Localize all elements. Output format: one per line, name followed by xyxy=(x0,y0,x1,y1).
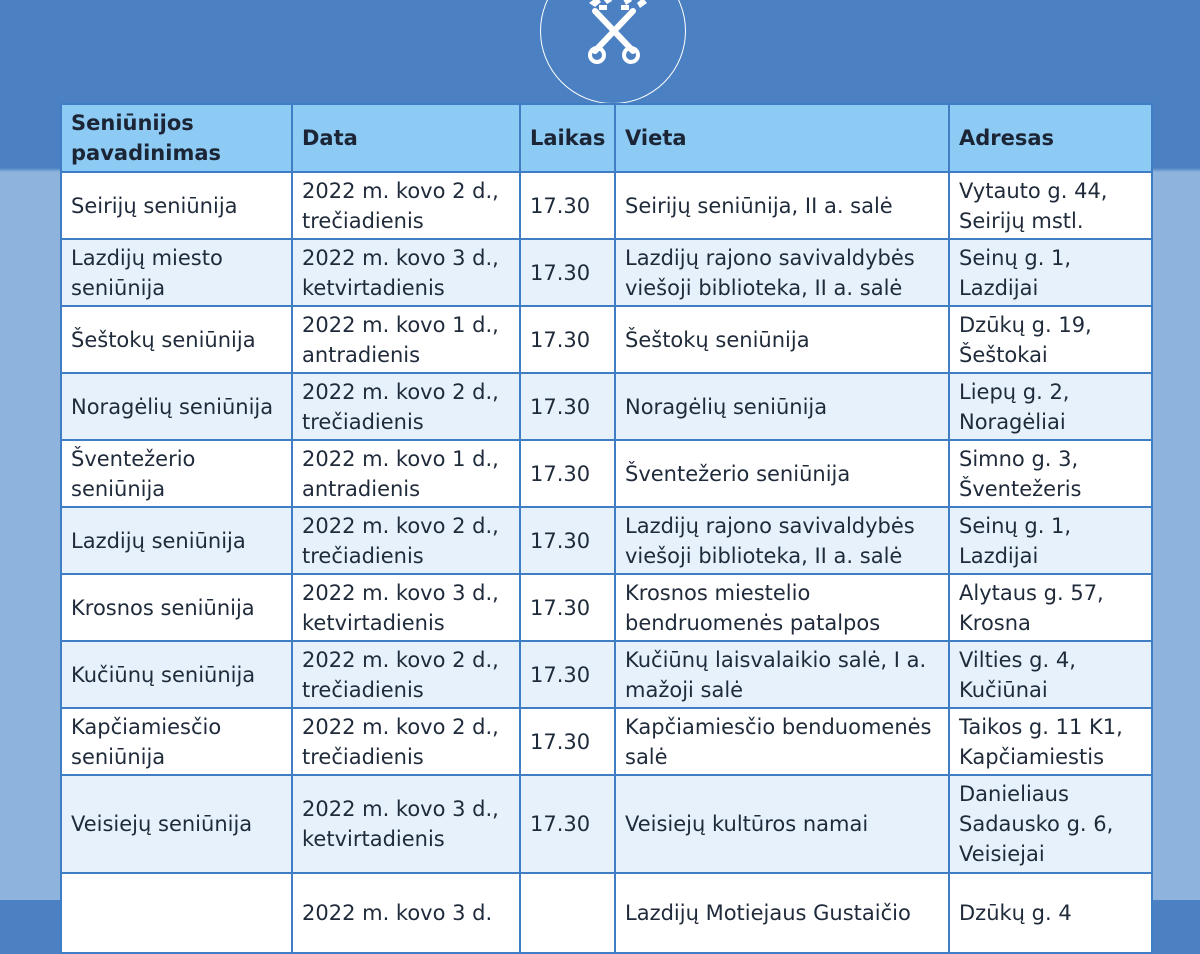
cell-seniunija: Lazdijų seniūnija xyxy=(61,507,292,574)
cell-data: 2022 m. kovo 2 d., trečiadienis xyxy=(292,373,520,440)
header-adresas: Adresas xyxy=(949,104,1152,172)
cell-seniunija: Lazdijų miesto seniūnija xyxy=(61,239,292,306)
cell-vieta: Noragėlių seniūnija xyxy=(615,373,949,440)
cell-adresas: Dzūkų g. 19, Šeštokai xyxy=(949,306,1152,373)
crossed-keys-icon xyxy=(541,0,687,105)
table-row xyxy=(61,172,1152,239)
table-row xyxy=(61,373,1152,440)
cell-adresas: Alytaus g. 57, Krosna xyxy=(949,574,1152,641)
cell-vieta: Šventežerio seniūnija xyxy=(615,440,949,507)
cell-laikas: 17.30 xyxy=(520,239,615,306)
table-row xyxy=(61,239,1152,306)
table-row xyxy=(61,574,1152,641)
cell-data: 2022 m. kovo 3 d. xyxy=(292,873,520,953)
cell-seniunija: Veisiejų seniūnija xyxy=(61,775,292,873)
cell-vieta: Krosnos miestelio bendruomenės patalpos xyxy=(615,574,949,641)
cell-data: 2022 m. kovo 1 d., antradienis xyxy=(292,440,520,507)
cell-adresas: Danieliaus Sadausko g. 6, Veisiejai xyxy=(949,775,1152,873)
cell-vieta: Seirijų seniūnija, II a. salė xyxy=(615,172,949,239)
cell-seniunija: Noragėlių seniūnija xyxy=(61,373,292,440)
cell-laikas: 17.30 xyxy=(520,440,615,507)
table-row xyxy=(61,440,1152,507)
cell-seniunija: Seirijų seniūnija xyxy=(61,172,292,239)
cell-laikas: 17.30 xyxy=(520,574,615,641)
cell-data: 2022 m. kovo 3 d., ketvirtadienis xyxy=(292,239,520,306)
header-laikas: Laikas xyxy=(520,104,615,172)
cell-laikas: 17.30 xyxy=(520,373,615,440)
cell-seniunija xyxy=(61,873,292,953)
cell-adresas: Vilties g. 4, Kučiūnai xyxy=(949,641,1152,708)
cell-laikas: 17.30 xyxy=(520,172,615,239)
cell-seniunija: Kučiūnų seniūnija xyxy=(61,641,292,708)
cell-vieta: Kučiūnų laisvalaikio salė, I a. mažoji salė xyxy=(615,641,949,708)
cell-seniunija: Šventežerio seniūnija xyxy=(61,440,292,507)
header-vieta: Vieta xyxy=(615,104,949,172)
cell-laikas: 17.30 xyxy=(520,708,615,775)
header-data: Data xyxy=(292,104,520,172)
cell-laikas xyxy=(520,873,615,953)
header-seniunija: Seniūnijos pavadinimas xyxy=(61,104,292,172)
cell-seniunija: Kapčiamiesčio seniūnija xyxy=(61,708,292,775)
cell-data: 2022 m. kovo 3 d., ketvirtadienis xyxy=(292,775,520,873)
cell-vieta: Kapčiamiesčio benduomenės salė xyxy=(615,708,949,775)
cell-seniunija: Krosnos seniūnija xyxy=(61,574,292,641)
cell-adresas: Dzūkų g. 4 xyxy=(949,873,1152,953)
cell-adresas: Seinų g. 1, Lazdijai xyxy=(949,507,1152,574)
cell-laikas: 17.30 xyxy=(520,641,615,708)
table-row xyxy=(61,708,1152,775)
cell-adresas: Simno g. 3, Šventežeris xyxy=(949,440,1152,507)
cell-vieta: Šeštokų seniūnija xyxy=(615,306,949,373)
table-row xyxy=(61,306,1152,373)
table-row xyxy=(61,873,1152,953)
cell-vieta: Lazdijų rajono savivaldybės viešoji biblioteka, II a. salė xyxy=(615,239,949,306)
cell-data: 2022 m. kovo 3 d., ketvirtadienis xyxy=(292,574,520,641)
cell-data: 2022 m. kovo 2 d., trečiadienis xyxy=(292,708,520,775)
cell-vieta: Lazdijų Motiejaus Gustaičio xyxy=(615,873,949,953)
cell-data: 2022 m. kovo 2 d., trečiadienis xyxy=(292,172,520,239)
cell-adresas: Liepų g. 2, Noragėliai xyxy=(949,373,1152,440)
municipality-emblem xyxy=(540,0,686,104)
table-row xyxy=(61,641,1152,708)
cell-adresas: Taikos g. 11 K1, Kapčiamiestis xyxy=(949,708,1152,775)
cell-laikas: 17.30 xyxy=(520,306,615,373)
schedule-table xyxy=(60,103,1153,954)
cell-laikas: 17.30 xyxy=(520,507,615,574)
table-header-row xyxy=(61,104,1152,172)
table-row xyxy=(61,507,1152,574)
cell-adresas: Vytauto g. 44, Seirijų mstl. xyxy=(949,172,1152,239)
cell-data: 2022 m. kovo 2 d., trečiadienis xyxy=(292,641,520,708)
cell-laikas: 17.30 xyxy=(520,775,615,873)
cell-data: 2022 m. kovo 1 d., antradienis xyxy=(292,306,520,373)
cell-seniunija: Šeštokų seniūnija xyxy=(61,306,292,373)
cell-data: 2022 m. kovo 2 d., trečiadienis xyxy=(292,507,520,574)
cell-adresas: Seinų g. 1, Lazdijai xyxy=(949,239,1152,306)
cell-vieta: Veisiejų kultūros namai xyxy=(615,775,949,873)
cell-vieta: Lazdijų rajono savivaldybės viešoji biblioteka, II a. salė xyxy=(615,507,949,574)
table-row xyxy=(61,775,1152,873)
